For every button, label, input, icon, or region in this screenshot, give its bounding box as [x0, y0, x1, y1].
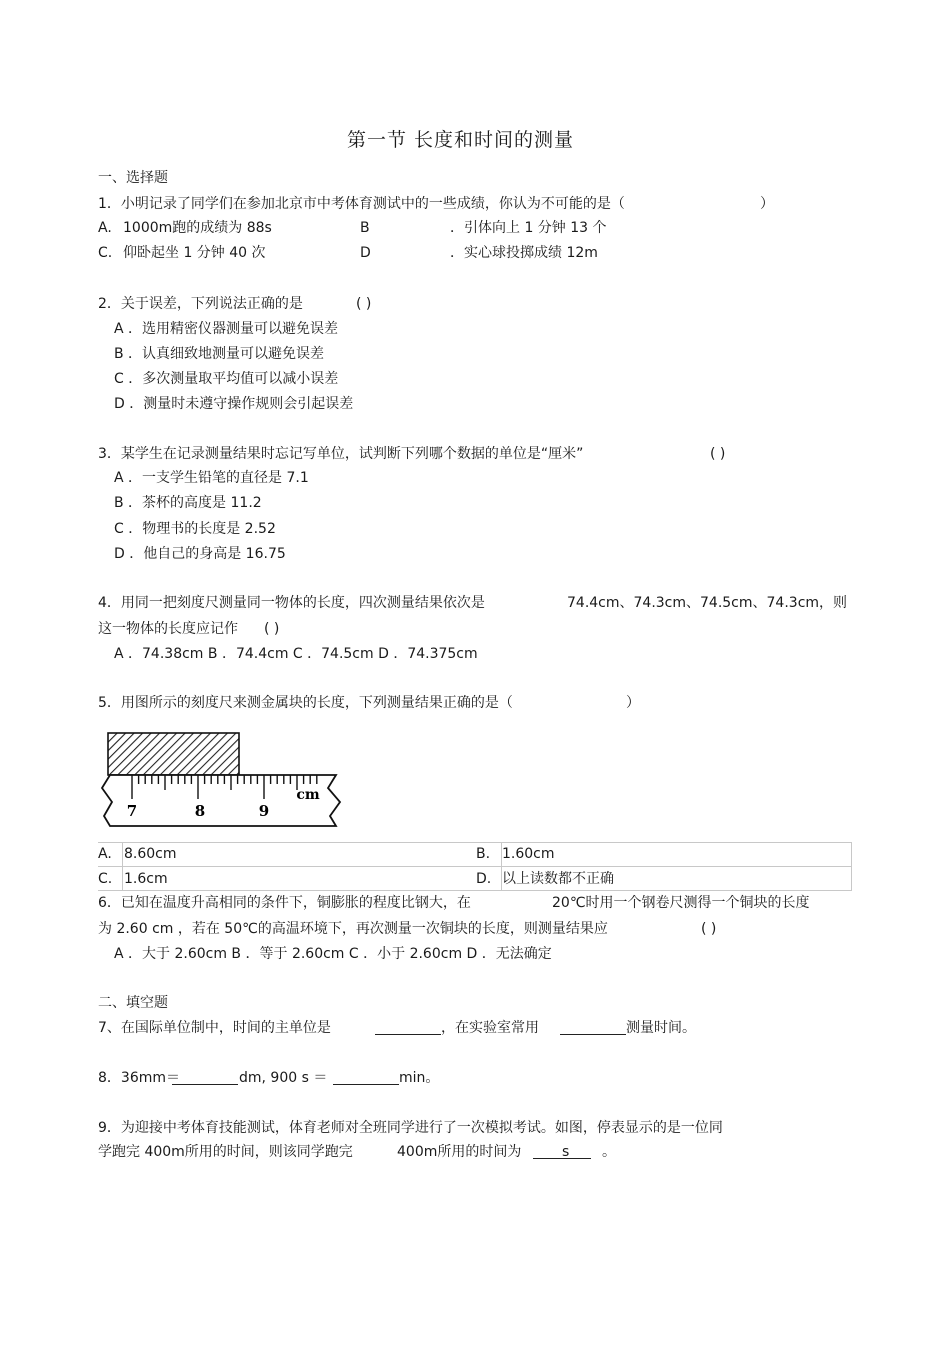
q9-end: 。 [602, 1144, 616, 1160]
q9-line2-part1: 学跑完 400m所用的时间，则该同学跑完 [98, 1144, 353, 1160]
q8-part3: min。 [399, 1070, 440, 1086]
ruler-label-7: 7 [126, 802, 138, 820]
q1-stem: 1．小明记录了同学们在参加北京市中考体育测试中的一些成绩，你认为不可能的是（ [98, 196, 625, 212]
q1-option-a-label: A. [98, 220, 112, 236]
q6-stem-line2: 为 2.60 cm ，若在 50℃的高温环境下，再次测量一次铜块的长度，则测量结果应 [98, 921, 608, 937]
q5-grid-left-divider [122, 842, 123, 890]
q2-paren: ( ) [356, 296, 372, 312]
q1-option-d: ．实心球投掷成绩 12m [450, 245, 598, 261]
q5-close-paren: ） [626, 695, 640, 711]
q3-option-b: B ．茶杯的高度是 11.2 [114, 495, 262, 511]
section-fill-heading: 二、填空题 [98, 995, 168, 1011]
q2-option-a: A ．选用精密仪器测量可以避免误差 [114, 321, 339, 337]
q5-option-d-label: D. [476, 871, 492, 887]
q3-option-d: D ．他自己的身高是 16.75 [114, 546, 286, 562]
metal-block [108, 733, 239, 775]
q1-option-b-label: B [360, 220, 370, 236]
q1-option-c: 仰卧起坐 1 分钟 40 次 [123, 245, 266, 261]
q7-part2: ，在实验室常用 [441, 1020, 539, 1036]
page-title: 第一节 长度和时间的测量 [347, 129, 575, 151]
q6-options: A ．大于 2.60cm B ．等于 2.60cm C ．小于 2.60cm D ．无法确定 [114, 946, 552, 962]
q4-paren: ( ) [264, 621, 280, 637]
q5-stem: 5．用图所示的刻度尺来测金属块的长度，下列测量结果正确的是（ [98, 695, 513, 711]
q8-part1: 8．36mm＝ [98, 1070, 180, 1086]
q2-option-b: B ．认真细致地测量可以避免误差 [114, 346, 325, 362]
q5-option-c: 1.6cm [124, 871, 168, 887]
section-choice-heading: 一、选择题 [98, 170, 168, 186]
q7-blank-unit[interactable] [375, 1020, 441, 1035]
q5-grid-top [98, 842, 852, 843]
q2-option-c: C ．多次测量取平均值可以减小误差 [114, 371, 339, 387]
ruler-figure [96, 728, 346, 830]
q8-blank-dm[interactable] [172, 1070, 238, 1085]
q4-stem-line1: 4．用同一把刻度尺测量同一物体的长度，四次测量结果依次是 [98, 595, 485, 611]
q5-option-d: 以上读数都不正确 [502, 871, 614, 887]
q4-options: A ．74.38cm B ．74.4cm C ．74.5cm D ．74.375cm [114, 646, 478, 662]
q4-values: 74.4cm、74.3cm、74.5cm、74.3cm，则 [567, 595, 848, 611]
q7-part1: 7、在国际单位制中，时间的主单位是 [98, 1020, 331, 1036]
q3-stem: 3．某学生在记录测量结果时忘记写单位，试判断下列哪个数据的单位是“厘米” [98, 446, 584, 462]
q4-stem-line2: 这一物体的长度应记作 [98, 621, 238, 637]
q8-part2: dm, 900 s ＝ [239, 1070, 328, 1086]
q5-option-b: 1.60cm [502, 846, 555, 862]
q9-line1: 9．为迎接中考体育技能测试，体育老师对全班同学进行了一次模拟考试。如图，停表显示的是一位同 [98, 1120, 723, 1136]
q8-blank-min[interactable] [333, 1070, 399, 1085]
q7-part3: 测量时间。 [626, 1020, 696, 1036]
q2-option-d: D ．测量时未遵守操作规则会引起误差 [114, 396, 354, 412]
q3-option-c: C ．物理书的长度是 2.52 [114, 521, 276, 537]
q5-grid-middle [98, 866, 852, 867]
q5-option-b-label: B. [476, 846, 491, 862]
q3-paren: ( ) [710, 446, 726, 462]
q1-option-b: ．引体向上 1 分钟 13 个 [450, 220, 607, 236]
q6-stem-line1: 6．已知在温度升高相同的条件下，铜膨胀的程度比钢大，在 [98, 895, 471, 911]
ruler-label-8: 8 [194, 802, 206, 820]
q9-line2-part2: 400m所用的时间为 [397, 1144, 522, 1160]
q1-option-a: 1000m跑的成绩为 88s [123, 220, 272, 236]
ruler-unit-label: cm [296, 787, 320, 803]
ruler-label-9: 9 [258, 802, 270, 820]
q6-stem-line1b: 20℃时用一个钢卷尺测得一个铜块的长度 [552, 895, 810, 911]
q6-paren: ( ) [701, 921, 717, 937]
q5-option-a-label: A. [98, 846, 112, 862]
q2-stem: 2．关于误差，下列说法正确的是 [98, 296, 303, 312]
q7-blank-instrument[interactable] [560, 1020, 626, 1035]
q5-grid-bottom [98, 890, 852, 891]
q1-close-paren: ） [760, 196, 774, 212]
q5-grid-right [851, 842, 852, 890]
q1-option-d-label: D [360, 245, 371, 261]
q5-option-c-label: C. [98, 871, 113, 887]
q9-unit: s [562, 1144, 570, 1160]
q5-option-a: 8.60cm [124, 846, 177, 862]
q1-option-c-label: C. [98, 245, 113, 261]
q3-option-a: A ．一支学生铅笔的直径是 7.1 [114, 470, 309, 486]
